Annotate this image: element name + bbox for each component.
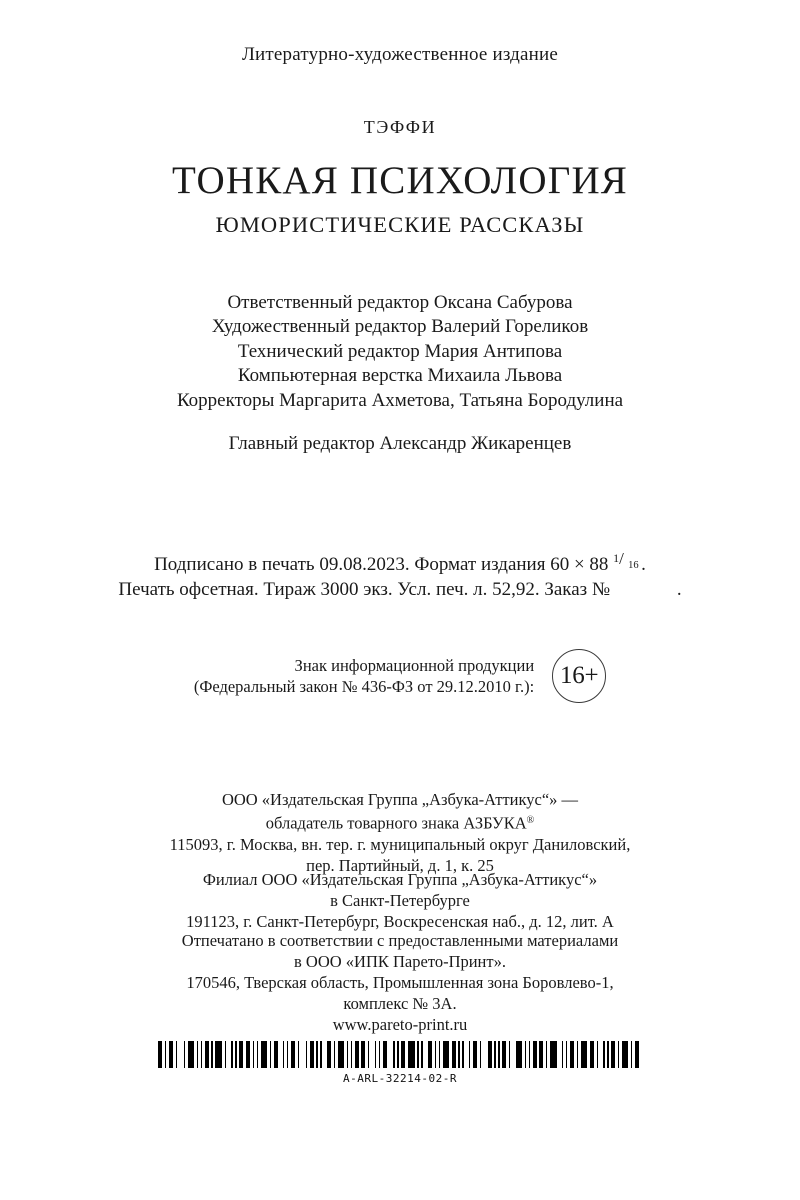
fraction-numerator: 1 — [613, 550, 620, 565]
age-rating-block — [0, 649, 800, 703]
credit-line: Ответственный редактор Оксана Сабурова — [227, 292, 573, 313]
print-run-text: Печать офсетная. Тираж 3000 экз. Усл. печ. л. 52,92. Заказ № — [118, 579, 615, 600]
credit-line: Художественный редактор Валерий Гореликов — [211, 316, 589, 338]
printer-address-line-2: комплекс № 3А. — [343, 994, 457, 1013]
branch-name: Филиал ООО «Издательская Группа „Азбука-Аттикус“» — [202, 870, 598, 889]
print-specs-line-1-suffix: . — [641, 554, 646, 575]
printer-notice: Отпечатано в соответствии с предоставленными материалами — [181, 931, 619, 950]
print-specs-line-1 — [0, 548, 800, 577]
publisher-imprint — [0, 789, 800, 876]
book-subtitle: ЮМОРИСТИЧЕСКИЕ РАССКАЗЫ — [215, 211, 585, 237]
publisher-trademark-text: обладатель товарного знака АЗБУКА — [265, 813, 527, 833]
age-rating-badge: 16+ — [552, 649, 606, 703]
author-name: ТЭФФИ — [363, 117, 437, 137]
publisher-trademark-line — [0, 810, 800, 834]
age-rating-label-line-1: Знак информационной продукции — [294, 656, 535, 675]
credit-line: Технический редактор Мария Антипова — [237, 340, 563, 362]
edition-type-line: Литературно-художественное издание — [241, 44, 559, 65]
printer-address-line-1: 170546, Тверская область, Промышленная зона Боровлево-1, — [186, 973, 614, 992]
barcode-image — [158, 1041, 641, 1068]
credits-block — [0, 291, 800, 456]
branch-address: 191123, г. Санкт-Петербург, Воскресенская наб., д. 12, лит. А — [186, 912, 614, 931]
credits-list — [0, 291, 800, 413]
printer-name: в ООО «ИПК Парето-Принт». — [294, 952, 506, 971]
chief-editor-line: Главный редактор Александр Жикаренцев — [228, 433, 572, 455]
print-specs-line-2-suffix: . — [676, 579, 682, 600]
book-title: ТОНКАЯ ПСИХОЛОГИЯ — [171, 159, 629, 202]
printer-imprint — [0, 930, 800, 1035]
print-date-format-text: Подписано в печать 09.08.2023. Формат издания 60 × 88 — [154, 554, 614, 575]
printer-website: www.pareto-print.ru — [332, 1015, 468, 1034]
branch-imprint — [0, 869, 800, 932]
publisher-name: ООО «Издательская Группа „Азбука-Аттикус“» — — [221, 790, 579, 809]
print-specifications — [0, 548, 800, 602]
format-fraction — [613, 548, 641, 571]
branch-city: в Санкт-Петербурге — [330, 891, 470, 910]
title-block — [0, 117, 800, 238]
age-rating-label-line-2: (Федеральный закон № 436-ФЗ от 29.12.2010 г.): — [193, 677, 535, 696]
fraction-denominator: 16 — [628, 559, 639, 571]
barcode-caption: A-ARL-32214-02-R — [343, 1072, 457, 1085]
credit-line: Компьютерная верстка Михаила Львова — [237, 365, 563, 387]
credit-line: Корректоры Маргарита Ахметова, Татьяна Бородулина — [176, 389, 624, 411]
age-rating-label — [194, 655, 552, 697]
publisher-address-line-1: 115093, г. Москва, вн. тер. г. муниципальный округ Даниловский, — [169, 834, 631, 854]
registered-trademark-icon: ® — [526, 815, 535, 826]
publisher-address-line-2: пер. Партийный, д. 1, к. 25 — [306, 855, 494, 875]
print-specs-line-2 — [0, 577, 800, 602]
fraction-slash: / — [619, 548, 624, 568]
barcode-block — [0, 1041, 800, 1085]
